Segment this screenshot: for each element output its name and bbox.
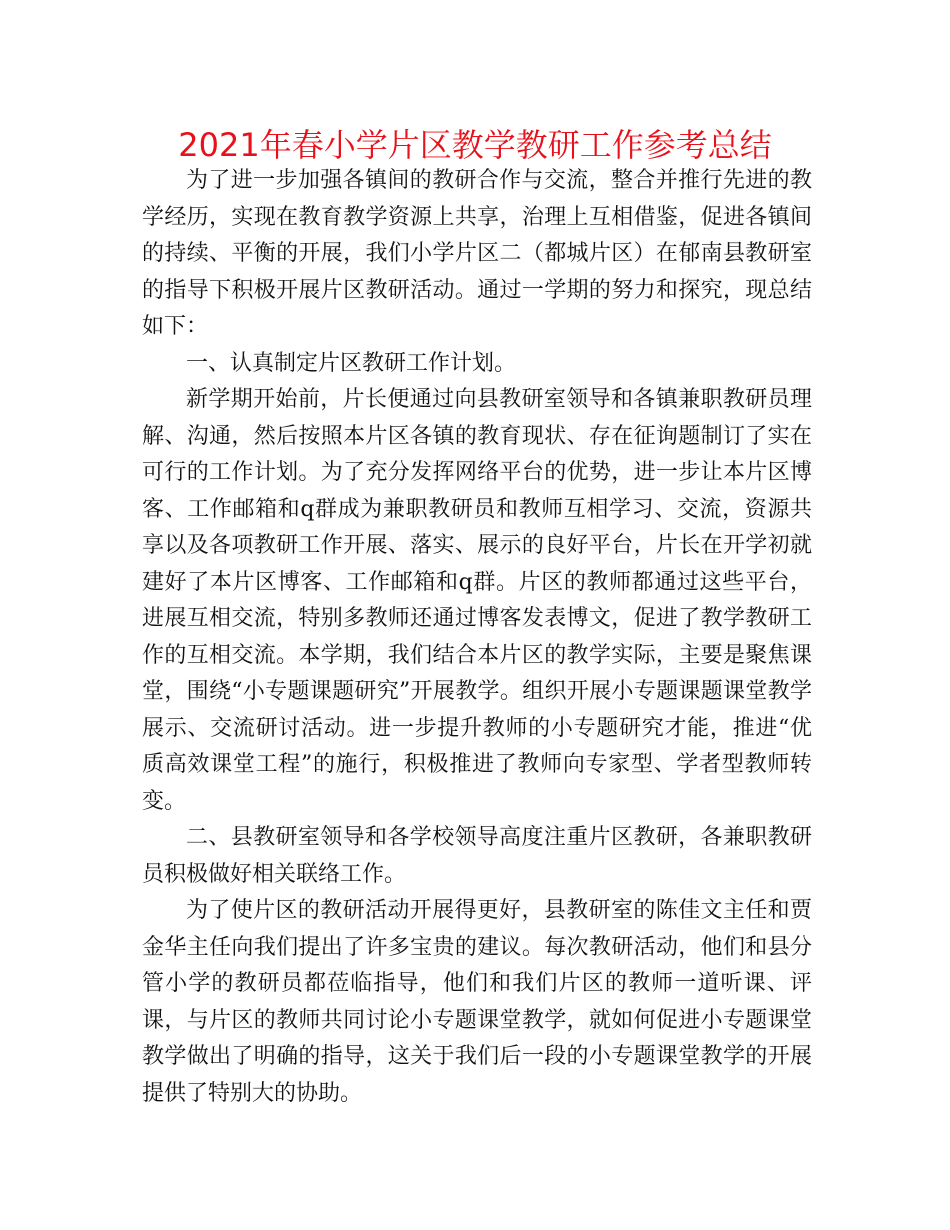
paragraph-intro: 为了进一步加强各镇间的教研合作与交流，整合并推行先进的教学经历，实现在教育教学资源上共享，治理上互相借鉴，促进各镇间的持续、平衡的开展，我们小学片区二（都城片区）在郁南县教研室的指导下积极开展片区教研活动。通过一学期的努力和探究，现总结如下：	[142, 168, 812, 339]
paragraph-section-1: 新学期开始前，片长便通过向县教研室领导和各镇兼职教研员理解、沟通，然后按照本片区各镇的教育现状、存在征询题制订了实在可行的工作计划。为了充分发挥网络平台的优势，进一步让本片区博客、工作邮箱和q群成为兼职教研员和教师互相学习、交流，资源共享以及各项教研工作开展、落实、展示的良好平台，片长在开学初就建好了本片区博客、工作邮箱和q群。片区的教师都通过这些平台，进展互相交流，特别多教师还通过博客发表博文，促进了教学教研工作的互相交流。本学期，我们结合本片区的教学实际，主要是聚焦课堂，围绕“小专题课题研究”开展教学。组织开展小专题课题课堂教学展示、交流研讨活动。进一步提升教师的小专题研究才能，推进“优质高效课堂工程”的施行，积极推进了教师向专家型、学者型教师转变。	[142, 387, 812, 814]
document-title: 2021年春小学片区教学教研工作参考总结	[178, 126, 772, 164]
document-body	[142, 163, 812, 1112]
section-heading-1: 一、认真制定片区教研工作计划。	[186, 350, 517, 376]
section-heading-2: 二、县教研室领导和各学校领导高度注重片区教研，各兼职教研员积极做好相关联络工作。	[142, 825, 812, 887]
paragraph-section-2: 为了使片区的教研活动开展得更好，县教研室的陈佳文主任和贾金华主任向我们提出了许多宝贵的建议。每次教研活动，他们和县分管小学的教研员都莅临指导，他们和我们片区的教师一道听课、评课，与片区的教师共同讨论小专题课堂教学，就如何促进小专题课堂教学做出了明确的指导，这关于我们后一段的小专题课堂教学的开展提供了特别大的协助。	[142, 898, 812, 1106]
